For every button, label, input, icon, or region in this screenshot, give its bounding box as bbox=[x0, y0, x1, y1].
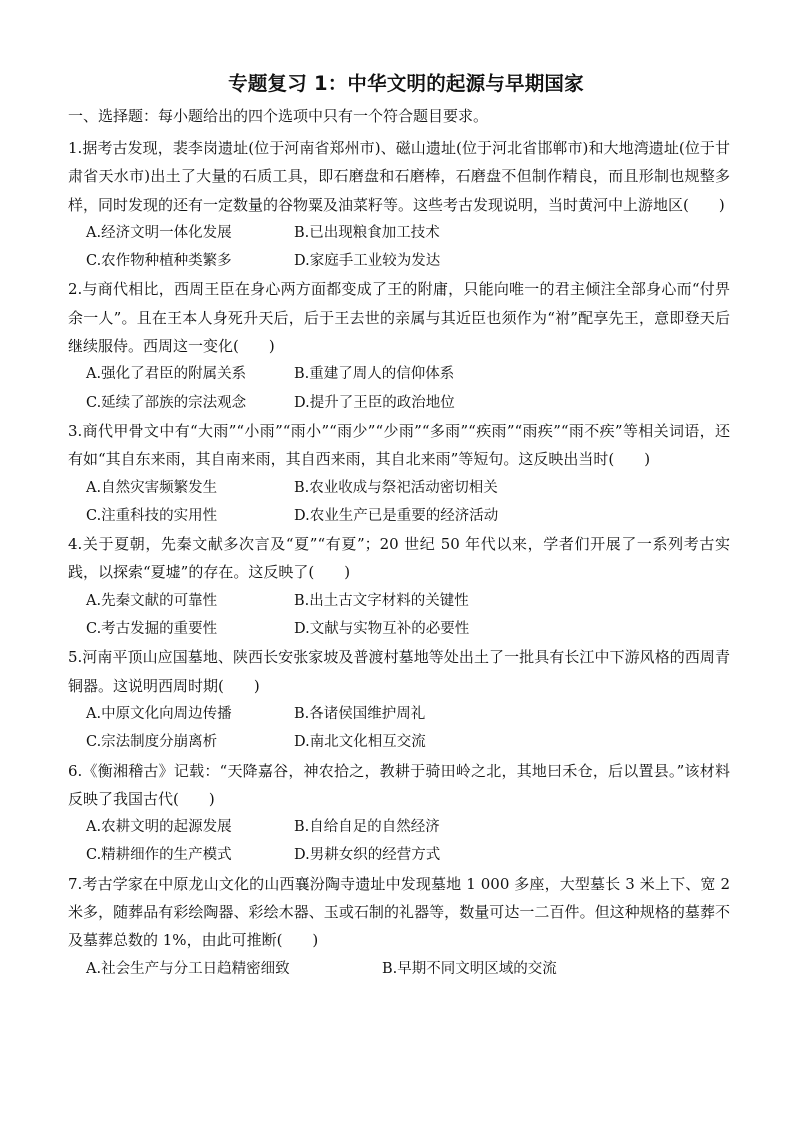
option-row bbox=[68, 360, 730, 388]
option-row bbox=[68, 247, 730, 275]
option-b[interactable]: B.已出现粮食加工技术 bbox=[294, 224, 440, 241]
option-a[interactable]: A.社会生产与分工日趋精密细致 bbox=[86, 960, 290, 977]
question-options bbox=[68, 700, 730, 757]
question-3 bbox=[68, 417, 730, 530]
option-b[interactable]: B.各诸侯国维护周礼 bbox=[294, 705, 426, 722]
option-d[interactable]: D.文献与实物互补的必要性 bbox=[294, 621, 470, 638]
option-a[interactable]: A.先秦文献的可靠性 bbox=[86, 592, 218, 609]
option-row bbox=[68, 587, 730, 615]
question-options bbox=[68, 955, 730, 983]
question-7 bbox=[68, 870, 730, 983]
option-d[interactable]: D.男耕女织的经营方式 bbox=[294, 847, 441, 864]
question-stem: 4.关于夏朝，先秦文献多次言及“夏”“有夏”；20 世纪 50 年代以来，学者们开展了一系列考古实践，以探索“夏墟”的存在。这反映了( ) bbox=[68, 535, 730, 582]
option-row bbox=[68, 389, 730, 417]
option-row bbox=[68, 474, 730, 502]
option-b[interactable]: B.重建了周人的信仰体系 bbox=[294, 366, 455, 383]
question-5 bbox=[68, 643, 730, 756]
question-stem: 1.据考古发现，裴李岗遗址(位于河南省郑州市)、磁山遗址(位于河北省邯郸市)和大地湾遗址(位于甘肃省天水市)出土了大量的石质工具，即石磨盘和石磨棒，石磨盘不但制作精良，而且形制也规整多样，同时发现的还有一定数量的谷物粟及油菜籽等。这些考古发现说明，当时黄河中上游地区( ) bbox=[68, 139, 730, 214]
option-b[interactable]: B.农业收成与祭祀活动密切相关 bbox=[294, 479, 498, 496]
option-b[interactable]: B.出土古文字材料的关键性 bbox=[294, 592, 469, 609]
option-row bbox=[68, 219, 730, 247]
question-options bbox=[68, 587, 730, 644]
section-heading: 一、选择题：每小题给出的四个选项中只有一个符合题目要求。 bbox=[68, 107, 489, 125]
question-stem: 3.商代甲骨文中有“大雨”“小雨”“雨小”“雨少”“少雨”“多雨”“疾雨”“雨疾”“雨不疾”等相关词语，还有如“其自东来雨，其自南来雨，其自西来雨，其自北来雨”等短句。这反映出当时( ) bbox=[68, 421, 730, 469]
question-6 bbox=[68, 757, 730, 870]
option-a[interactable]: A.农耕文明的起源发展 bbox=[86, 819, 232, 836]
question-options bbox=[68, 360, 730, 417]
option-row bbox=[68, 700, 730, 728]
option-c[interactable]: C.注重科技的实用性 bbox=[86, 507, 218, 524]
question-2 bbox=[68, 275, 730, 416]
option-b[interactable]: B.自给自足的自然经济 bbox=[294, 819, 440, 836]
option-c[interactable]: C.宗法制度分崩离析 bbox=[86, 734, 218, 751]
option-row bbox=[68, 813, 730, 841]
question-options bbox=[68, 219, 730, 276]
option-d[interactable]: D.南北文化相互交流 bbox=[294, 734, 426, 751]
option-a[interactable]: A.经济文明一体化发展 bbox=[86, 224, 232, 241]
option-row bbox=[68, 955, 730, 983]
option-row bbox=[68, 728, 730, 756]
question-stem: 2.与商代相比，西周王臣在身心两方面都变成了王的附庸，只能向唯一的君主倾注全部身心而“付畀余一人”。且在王本人身死升天后，后于王去世的亲属与其近臣也须作为“祔”配享先王，意即登天后继续服侍。西周这一变化( ) bbox=[68, 280, 730, 356]
question-1 bbox=[68, 134, 730, 275]
option-c[interactable]: C.考古发掘的重要性 bbox=[86, 621, 218, 638]
option-d[interactable]: D.农业生产已是重要的经济活动 bbox=[294, 507, 499, 524]
page-title: 专题复习 1：中华文明的起源与早期国家 bbox=[228, 72, 584, 95]
question-list bbox=[68, 134, 730, 983]
option-row bbox=[68, 841, 730, 869]
option-d[interactable]: D.家庭手工业较为发达 bbox=[294, 253, 441, 270]
option-a[interactable]: A.中原文化向周边传播 bbox=[86, 705, 232, 722]
option-row bbox=[68, 502, 730, 530]
question-stem: 7.考古学家在中原龙山文化的山西襄汾陶寺遗址中发现墓地 1 000 多座，大型墓长 3 米上下、宽 2 米多，随葬品有彩绘陶器、彩绘木器、玉或石制的礼器等，数量可达一二百件。但这种规格的墓葬不及墓葬总数的 1%，由此可推断( ) bbox=[68, 874, 730, 950]
option-c[interactable]: C.农作物种植种类繁多 bbox=[86, 253, 232, 270]
question-stem: 6.《衡湘稽古》记载：“天降嘉谷，神农拾之，教耕于骑田岭之北，其地曰禾仓，后以置县。”该材料反映了我国古代( ) bbox=[68, 761, 730, 808]
option-c[interactable]: C.延续了部族的宗法观念 bbox=[86, 394, 247, 411]
option-a[interactable]: A.强化了君臣的附属关系 bbox=[86, 366, 247, 383]
question-4 bbox=[68, 530, 730, 643]
question-options bbox=[68, 474, 730, 531]
question-stem: 5.河南平顶山应国墓地、陕西长安张家坡及普渡村墓地等处出土了一批具有长江中下游风格的西周青铜器。这说明西周时期( ) bbox=[68, 648, 730, 695]
option-a[interactable]: A.自然灾害频繁发生 bbox=[86, 479, 218, 496]
option-b[interactable]: B.早期不同文明区域的交流 bbox=[382, 960, 557, 977]
option-d[interactable]: D.提升了王臣的政治地位 bbox=[294, 394, 455, 411]
option-c[interactable]: C.精耕细作的生产模式 bbox=[86, 847, 232, 864]
option-row bbox=[68, 615, 730, 643]
question-options bbox=[68, 813, 730, 870]
